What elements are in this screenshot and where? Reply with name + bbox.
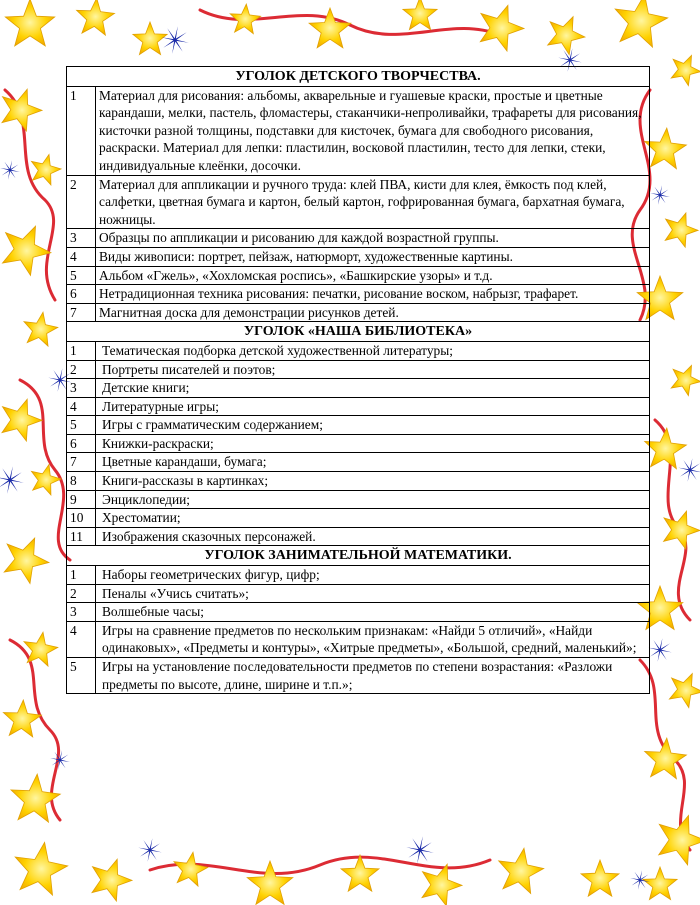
row-number: 2: [67, 584, 96, 603]
row-text: Детские книги;: [96, 379, 650, 398]
row-number: 10: [67, 509, 96, 528]
table-row: [67, 527, 650, 546]
row-text: Наборы геометрических фигур, цифр;: [96, 566, 650, 585]
yellow-star-icon: [4, 538, 49, 583]
row-text: Изображения сказочных персонажей.: [96, 527, 650, 546]
table-row: [67, 509, 650, 528]
yellow-star-icon: [32, 155, 62, 185]
yellow-star-icon: [581, 860, 619, 896]
table-row: [67, 490, 650, 509]
yellow-star-icon: [77, 0, 115, 35]
row-number: 3: [67, 603, 96, 622]
row-number: 6: [67, 285, 96, 304]
table-row: [67, 603, 650, 622]
yellow-star-icon: [665, 213, 698, 247]
row-text: Образцы по аппликации и рисованию для каждой возрастной группы.: [96, 229, 650, 248]
yellow-star-icon: [669, 674, 700, 708]
table-row: [67, 621, 650, 657]
yellow-star-icon: [645, 738, 687, 779]
table-row: [67, 453, 650, 472]
row-text: Тематическая подборка детской художественной литературы;: [96, 341, 650, 360]
row-number: 3: [67, 229, 96, 248]
yellow-star-icon: [341, 855, 379, 891]
table-row: [67, 658, 650, 694]
row-number: 2: [67, 360, 96, 379]
yellow-star-icon: [671, 365, 700, 395]
row-text: Альбом «Гжель», «Хохломская роспись», «Башкирские узоры» и т.д.: [96, 266, 650, 285]
yellow-star-icon: [645, 128, 687, 169]
section-header-row: [67, 322, 650, 342]
row-number: 5: [67, 416, 96, 435]
row-text: Материал для аппликации и ручного труда: клей ПВА, кисти для клея, ёмкость под клей, салфетки, цветная бумага и картон, белый картон, гофрированная бумага, бархатная бумага, ножницы.: [96, 175, 650, 229]
table-row: [67, 285, 650, 304]
section-title: УГОЛОК ДЕТСКОГО ТВОРЧЕСТВА.: [67, 67, 650, 87]
table-row: [67, 229, 650, 248]
row-text: Книги-рассказы в картинках;: [96, 472, 650, 491]
yellow-star-icon: [32, 465, 62, 495]
table-row: [67, 584, 650, 603]
table-row: [67, 341, 650, 360]
blue-star-icon: [0, 160, 20, 180]
blue-star-icon: [650, 185, 670, 205]
yellow-star-icon: [247, 861, 293, 904]
yellow-star-icon: [92, 859, 132, 901]
row-number: 4: [67, 621, 96, 657]
row-text: Волшебные часы;: [96, 603, 650, 622]
table-row: [67, 379, 650, 398]
yellow-star-icon: [2, 399, 42, 441]
section-header-row: [67, 546, 650, 566]
yellow-star-icon: [3, 226, 51, 275]
row-number: 8: [67, 472, 96, 491]
row-number: 7: [67, 453, 96, 472]
row-text: Виды живописи: портрет, пейзаж, натюрморт, художественные картины.: [96, 247, 650, 266]
table-row: [67, 416, 650, 435]
row-number: 2: [67, 175, 96, 229]
row-number: 3: [67, 379, 96, 398]
yellow-star-icon: [24, 312, 58, 346]
row-text: Книжки-раскраски;: [96, 434, 650, 453]
row-number: 1: [67, 341, 96, 360]
row-text: Игры на установление последовательности предметов по степени возрастания: «Разложи предметы по высоте, длине, ширине и т.п.»;: [96, 658, 650, 694]
row-number: 1: [67, 86, 96, 175]
row-number: 1: [67, 566, 96, 585]
row-number: 4: [67, 247, 96, 266]
table-row: [67, 86, 650, 175]
row-number: 5: [67, 658, 96, 694]
yellow-star-icon: [15, 842, 67, 895]
yellow-star-icon: [664, 511, 700, 549]
yellow-star-icon: [5, 0, 54, 46]
row-text: Энциклопедии;: [96, 490, 650, 509]
section-title: УГОЛОК ЗАНИМАТЕЛЬНОЙ МАТЕМАТИКИ.: [67, 546, 650, 566]
section-title: УГОЛОК «НАША БИБЛИОТЕКА»: [67, 322, 650, 342]
row-text: Цветные карандаши, бумага;: [96, 453, 650, 472]
table-row: [67, 266, 650, 285]
table-row: [67, 303, 650, 322]
blue-star-icon: [648, 638, 672, 662]
blue-star-icon: [678, 458, 700, 482]
inventory-table: [66, 66, 650, 694]
table-row: [67, 360, 650, 379]
row-number: 4: [67, 397, 96, 416]
table-row: [67, 434, 650, 453]
row-number: 6: [67, 434, 96, 453]
yellow-star-icon: [309, 8, 351, 48]
blue-star-icon: [138, 838, 162, 862]
yellow-star-icon: [615, 0, 668, 47]
yellow-star-icon: [548, 17, 585, 55]
row-text: Пеналы «Учись считать»;: [96, 584, 650, 603]
content-table-wrapper: [66, 66, 650, 694]
yellow-star-icon: [671, 55, 700, 85]
yellow-star-icon: [645, 428, 687, 469]
row-text: Игры с грамматическим содержанием;: [96, 416, 650, 435]
table-row: [67, 566, 650, 585]
row-number: 9: [67, 490, 96, 509]
table-row: [67, 175, 650, 229]
yellow-star-icon: [422, 864, 462, 905]
row-number: 11: [67, 527, 96, 546]
yellow-star-icon: [480, 5, 524, 51]
row-text: Нетрадиционная техника рисования: печатки, рисование воском, набрызг, трафарет.: [96, 285, 650, 304]
yellow-star-icon: [174, 852, 208, 886]
table-row: [67, 472, 650, 491]
section-header-row: [67, 67, 650, 87]
row-number: 7: [67, 303, 96, 322]
yellow-star-icon: [133, 22, 167, 55]
blue-star-icon: [161, 26, 188, 53]
row-text: Игры на сравнение предметов по нескольким признакам: «Найди 5 отличий», «Найди одинаковых», «Предметы и контуры», «Хитрые предметы», «Большой, средний, маленький»;: [96, 621, 650, 657]
row-number: 5: [67, 266, 96, 285]
table-row: [67, 397, 650, 416]
yellow-star-icon: [24, 632, 58, 666]
blue-star-icon: [0, 466, 24, 493]
row-text: Хрестоматии;: [96, 509, 650, 528]
row-text: Материал для рисования: альбомы, акварельные и гуашевые краски, простые и цветные карандаши, мелки, пастель, фломастеры, стаканчики-непроливайки, трафареты для рисования, кисточки разной толщины, подставки для кисточек, бумага для свободного рисования, раскраски. Материал для лепки: пластилин, восковой пластилин, тесто для лепки, стеки, индивидуальные клеёнки, досочки.: [96, 86, 650, 175]
row-text: Портреты писателей и поэтов;: [96, 360, 650, 379]
yellow-star-icon: [499, 848, 544, 893]
table-row: [67, 247, 650, 266]
yellow-star-icon: [2, 89, 42, 131]
yellow-star-icon: [403, 0, 437, 30]
yellow-star-icon: [643, 867, 677, 900]
row-text: Литературные игры;: [96, 397, 650, 416]
blue-star-icon: [406, 836, 433, 863]
row-text: Магнитная доска для демонстрации рисунков детей.: [96, 303, 650, 322]
